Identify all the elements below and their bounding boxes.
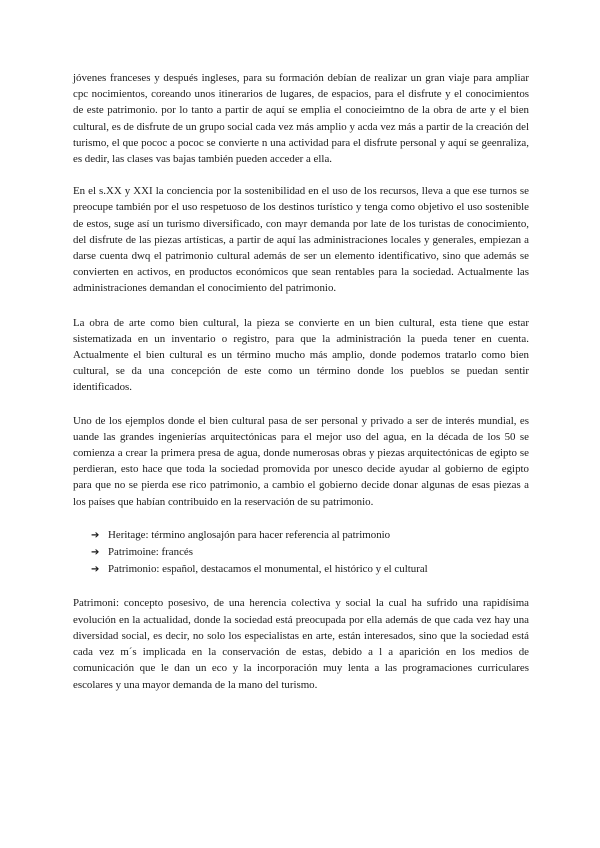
paragraph-grand-tour: jóvenes franceses y después ingleses, para su formación debían de realizar un gran viaje para ampliar cpc nocimientos, coreando unos itinerarios de lugares, de espacios, para el disfrute y el conocimientos de este patrimonio. por lo tanto a partir de aquí se emplia el conocieimtno de la obra de arte y el bien cultural, es de disfrute de un grupo social cada vez más amplio y acda vez más a partir de la creación del turismo, el que pococ a pococ se convierte n una actividad para el disfrute personal y aquí se geenraliza, es dedir, las clases vas bajas también pueden acceder a ella.	[73, 72, 529, 166]
paragraph-sustainability: En el s.XX y XXI la conciencia por la sostenibilidad en el uso de los recursos, lleva a que ese turnos se preocupe también por el uso respetuoso de los destinos turístico y tenga como objetivo el uso sostenible de estos, suge así un turismo diversificado, con mayr demanda por late de los turistas de conocimiento, del disfrute de las piezas artísticas, a partir de aquí las administraciones locales y generales, empiezan a darse cuenta dwq el patrimonio cultural además de ser un elemento identificativo, sino que además se convierten en activos, en productos económicos que sean rentables para la sociedad. Actualmente las administraciones demandan el conocimiento del patrimonio.	[73, 185, 529, 295]
arrow-icon: ➔	[91, 564, 100, 576]
list-item	[91, 544, 529, 561]
paragraph-cultural-good: La obra de arte como bien cultural, la pieza se convierte en un bien cultural, esta tiene que estar sistematizada en un inventario o registro, para que la administración la pueda tener en cuenta. Actualmente el bien cultural es un término mucho más amplio, donde podemos tratarlo como bien cultural, se da una concepción de este como un término donde los pueblos se puedan sentir identificados.	[73, 316, 529, 394]
arrow-icon: ➔	[91, 529, 100, 541]
paragraph-patrimoni: Patrimoni: concepto posesivo, de una herencia colectiva y social la cual ha sufrido una rapidísima evolución en la actualidad, donde la sociedad está preocupada por ella además de que cada vez hay una diversidad social, es decir, no solo los especialistas en arte, están interesados, sino que la sociedad está cada vez m´s implicada en la conservación de estas, debido a l a aparición en los medios de comunicación que le dan un eco y la incorporación muy lenta a las programaciones curriculares escolares y una mayor demanda de la mano del turismo.	[73, 597, 529, 691]
list-item	[91, 561, 529, 578]
list-item	[91, 527, 529, 544]
list-item-text: Heritage: término anglosajón para hacer referencia al patrimonio	[108, 528, 391, 541]
document-body	[73, 70, 529, 693]
definitions-list	[73, 527, 529, 579]
arrow-icon: ➔	[91, 547, 100, 559]
list-item-text: Patrimonio: español, destacamos el monumental, el histórico y el cultural	[108, 563, 428, 576]
list-item-text: Patrimoine: francés	[108, 546, 193, 559]
paragraph-egypt-example: Uno de los ejemplos donde el bien cultural pasa de ser personal y privado a ser de interés mundial, es uande las grandes ingenierías arquitectónicas para el mejor uso del agua, en la década de los 50 se comienza a crear la primera presa de agua, donde numerosas obras y piezas arquitectónicas de egipto se perdieran, esto hace que toda la sociedad promovida por unesco decide ayudar al gobierno de egipto para que no se pierda ese rico patrimonio, a cambio el gobierno decide donar algunas de esas piezas a los países que habían contribuido en la reservación de su patrimonio.	[73, 414, 529, 508]
